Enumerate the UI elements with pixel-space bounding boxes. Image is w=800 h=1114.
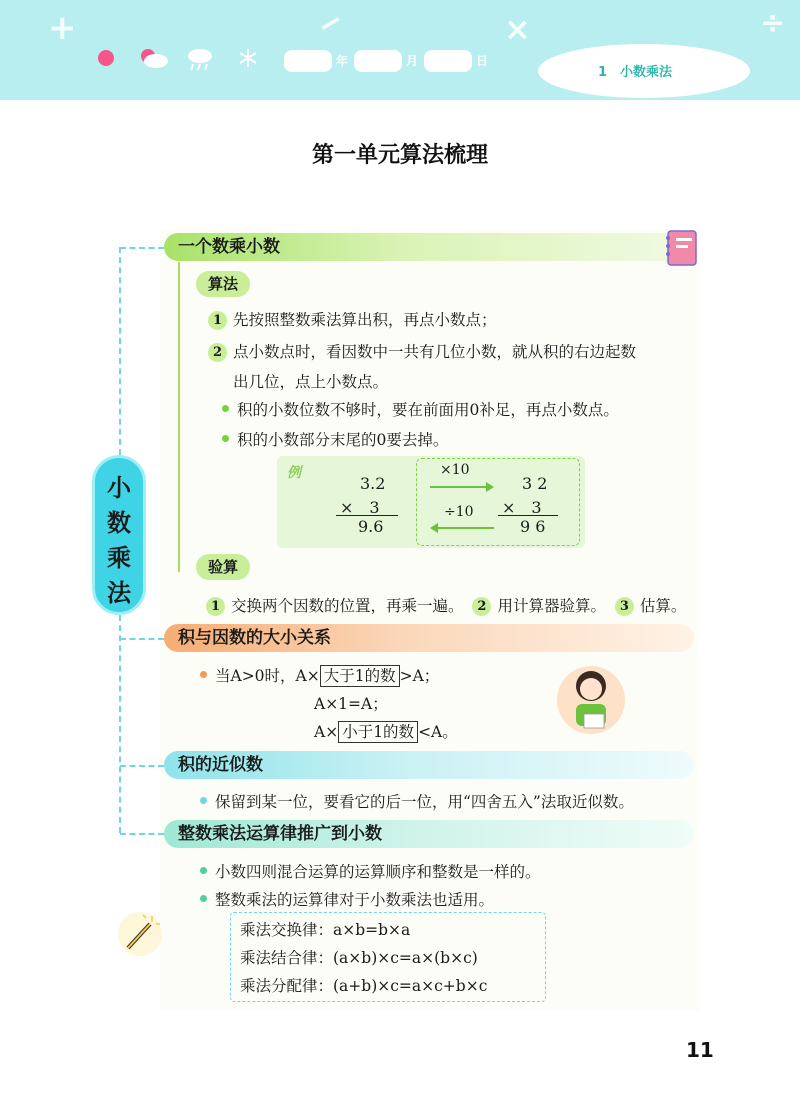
center-topic-tag [92, 455, 146, 615]
step-text: 点小数点时，看因数中一共有几位小数，就从积的右边起数 [233, 343, 637, 361]
tree-connector [119, 615, 121, 833]
section-header: 积的近似数 [164, 751, 694, 779]
snow-icon[interactable] [236, 46, 260, 70]
bullet-dot [222, 435, 229, 442]
cloudy-icon[interactable] [136, 46, 170, 70]
relation-text: A×1=A； [314, 695, 388, 713]
step-number: 1 [208, 311, 227, 330]
relation-text: 当A>0时，A× [215, 667, 320, 685]
unit-label: 1 小数乘法 [598, 65, 673, 80]
day-input[interactable] [424, 50, 472, 72]
calc-rule [498, 515, 558, 516]
calc-right-top: 3 2 [522, 474, 548, 493]
law-associative: 乘法结合律：(a×b)×c=a×(b×c) [240, 949, 478, 967]
relation-box: 大于1的数 [320, 665, 400, 687]
step-number: 2 [208, 343, 227, 362]
page-title: 第一单元算法梳理 [311, 143, 488, 168]
page-number: 11 [686, 1038, 714, 1062]
center-char: 法 [107, 579, 131, 607]
day-label: 日 [476, 54, 489, 68]
bullet-dot [200, 895, 207, 902]
tree-connector [120, 833, 164, 835]
calc-left-bottom: 9.6 [358, 517, 384, 536]
bullet-dot [200, 867, 207, 874]
check-text: 估算。 [639, 597, 687, 615]
check-text: 用计算器验算。 [497, 597, 606, 615]
step-text: 先按照整数乘法算出积，再点小数点； [233, 311, 497, 329]
calc-left-mid: × 3 [340, 498, 380, 517]
times-decoration: × [504, 10, 531, 48]
girl-illustration-icon [556, 660, 626, 736]
relation-text: A× [314, 723, 339, 741]
tree-connector [119, 247, 121, 455]
minus-decoration: − [310, 2, 351, 45]
bullet-dot [200, 671, 207, 678]
rainy-icon[interactable] [184, 46, 216, 70]
calc-right-bottom: 9 6 [520, 517, 546, 536]
section-header: 整数乘法运算律推广到小数 [164, 820, 694, 848]
rule-text: 小数四则混合运算的运算顺序和整数是一样的。 [215, 863, 541, 881]
calc-right-mid: × 3 [502, 498, 542, 517]
tree-connector [120, 638, 164, 640]
law-commutative: 乘法交换律：a×b=b×a [240, 921, 411, 939]
approx-text: 保留到某一位，要看它的后一位，用“四舍五入”法取近似数。 [215, 793, 634, 811]
tree-connector [120, 765, 164, 767]
sunny-icon[interactable] [94, 46, 118, 70]
arrow-label-times: ×10 [440, 462, 470, 478]
algorithm-label: 算法 [196, 271, 250, 297]
center-char: 乘 [107, 544, 131, 572]
calc-rule [336, 515, 398, 516]
section-header: 一个数乘小数 [164, 233, 694, 261]
tree-connector [120, 247, 164, 249]
check-label: 验算 [196, 554, 250, 580]
step-text-cont: 出几位，点上小数点。 [233, 373, 389, 391]
center-char: 数 [107, 509, 131, 537]
plus-decoration: + [48, 8, 77, 48]
relation-text: <A。 [418, 723, 458, 741]
center-char: 小 [107, 474, 131, 502]
check-number: 2 [472, 597, 491, 616]
rule-text: 整数乘法的运算律对于小数乘法也适用。 [215, 891, 495, 909]
relation-text: >A； [399, 667, 440, 685]
bullet-dot [200, 797, 207, 804]
check-number: 1 [206, 597, 225, 616]
calc-left-top: 3.2 [360, 474, 386, 493]
year-label: 年 [336, 54, 349, 68]
arrow-right-icon [430, 477, 494, 487]
check-number: 3 [615, 597, 634, 616]
magic-wand-icon [116, 910, 164, 958]
month-input[interactable] [354, 50, 402, 72]
bullet-dot [222, 405, 229, 412]
section-header: 积与因数的大小关系 [164, 624, 694, 652]
notebook-icon [664, 228, 700, 268]
example-label: 例 [287, 465, 301, 481]
year-input[interactable] [284, 50, 332, 72]
bullet-text: 积的小数位数不够时，要在前面用0补足，再点小数点。 [237, 401, 619, 419]
month-label: 月 [406, 54, 419, 68]
arrow-label-divide: ÷10 [444, 504, 474, 520]
law-distributive: 乘法分配律：(a+b)×c=a×c+b×c [240, 977, 488, 995]
relation-box: 小于1的数 [338, 721, 418, 743]
check-text: 交换两个因数的位置，再乘一遍。 [231, 597, 464, 615]
subtree-line [178, 262, 180, 572]
divide-decoration: ÷ [760, 6, 786, 41]
bullet-text: 积的小数部分末尾的0要去掉。 [237, 431, 449, 449]
